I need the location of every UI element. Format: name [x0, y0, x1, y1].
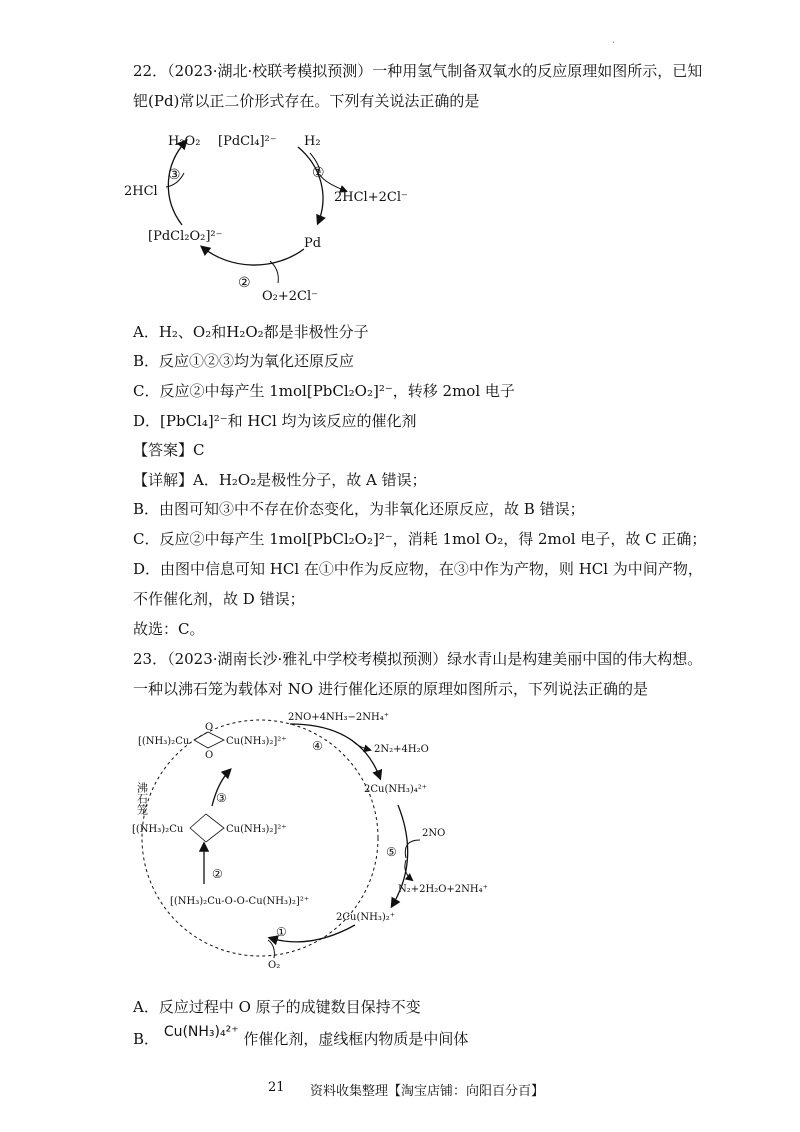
q23-cu-top: [(NH₃)₂Cu: [138, 736, 190, 747]
oxo-ring-mid: [190, 814, 224, 842]
q23-o-top: O: [205, 722, 214, 733]
q22-hcl-left: 2HCl: [124, 184, 158, 199]
q22-step1: ①: [312, 165, 325, 181]
q23-o-bottom: O: [205, 750, 214, 761]
q23-step5: ⑤: [386, 845, 397, 859]
q23-cu-tetra: 2Cu(NH₃)₄²⁺: [364, 784, 428, 795]
q22-h2o2: H₂O₂: [168, 134, 201, 149]
q22-stem-line1: 22．（2023·湖北·校联考模拟预测）一种用氢气制备双氧水的反应原理如图所示，已知: [133, 62, 703, 80]
q22-o2: O₂+2Cl⁻: [262, 289, 318, 304]
q22-explanation-1: 【详解】A．H₂O₂是极性分子，故 A 错误；: [133, 471, 427, 489]
q22-answer: 【答案】C: [133, 441, 205, 459]
q22-explanation-3: C．反应②中每产生 1mol[PbCl₂O₂]²⁻，消耗 1mol O₂，得 2mol 电子，故 C 正确；: [133, 530, 707, 548]
q22-h2: H₂: [304, 134, 321, 149]
q23-reaction-diagram: [130, 710, 530, 980]
q23-step4: ④: [312, 739, 323, 753]
q23-top-reactants: 2NO+4NH₃−2NH₄⁺: [288, 712, 390, 723]
q22-option-d: D．[PbCl₄]²⁻和 HCl 均为该反应的催化剂: [133, 412, 417, 430]
q23-option-b: [133, 1024, 469, 1051]
q22-stem-line2: 钯(Pd)常以正二价形式存在。下列有关说法正确的是: [133, 92, 480, 110]
q22-pdcl4: [PdCl₄]²⁻: [218, 134, 277, 149]
page-mark: ·: [612, 38, 616, 49]
oxo-ring-top: [194, 732, 224, 748]
q23-cu-mid-right: Cu(NH₃)₂]²⁺: [226, 824, 287, 835]
q22-pd: Pd: [304, 236, 322, 251]
q23-top-products: 2N₂+4H₂O: [374, 744, 429, 755]
q23-cu-mid-left: [(NH₃)₂Cu: [132, 824, 184, 835]
cycle-arc-top: [290, 724, 380, 778]
q22-explanation-4: D．由图中信息可知 HCl 在①中作为反应物，在③中作为产物，则 HCl 为中间产物，: [133, 560, 703, 578]
q22-hcl-right: 2HCl+2Cl⁻: [334, 190, 408, 205]
q23-o2: O₂: [268, 960, 281, 971]
q22-option-b: B．反应①②③均为氧化还原反应: [133, 352, 355, 370]
q23-stem-line1: 23．（2023·湖南长沙·雅礼中学校考模拟预测）绿水青山是构建美丽中国的伟大构想。: [133, 650, 703, 668]
q23-peroxo: [(NH₃)₂Cu-O-O-Cu(NH₃)₂]²⁺: [170, 896, 310, 907]
q22-option-a: A．H₂、O₂和H₂O₂都是非极性分子: [133, 323, 369, 341]
q23-no: 2NO: [422, 828, 446, 839]
q23-option-b-suffix: 作催化剂，虚线框内物质是中间体: [243, 1030, 469, 1048]
q22-reaction-diagram: [120, 125, 420, 310]
q22-explanation-5: 不作催化剂，故 D 错误；: [133, 590, 305, 608]
q23-step3: ③: [216, 791, 227, 805]
q23-option-b-prefix: B．: [133, 1030, 160, 1048]
cycle-arc-left: [168, 141, 186, 225]
cycle-arc-right: [298, 147, 323, 223]
q23-option-a: A．反应过程中 O 原子的成键数目保持不变: [133, 998, 421, 1016]
q22-explanation-2: B．由图可知③中不存在价态变化，为非氧化还原反应，故 B 错误；: [133, 500, 585, 518]
q23-cu-top-right: Cu(NH₃)₂]²⁺: [226, 736, 287, 747]
q22-step3: ③: [168, 167, 181, 183]
q23-n2-products: N₂+2H₂O+2NH₄⁺: [398, 884, 488, 895]
q23-stem-line2: 一种以沸石笼为载体对 NO 进行催化还原的原理如图所示，下列说法正确的是: [133, 680, 648, 698]
q22-explanation-6: 故选：C。: [133, 620, 205, 638]
q23-step2: ②: [212, 867, 223, 881]
footer-text: 资料收集整理【淘宝店铺：向阳百分百】: [310, 1084, 545, 1099]
q23-zeolite-label: 沸石笼: [135, 782, 149, 815]
q22-pdcl2o2: [PdCl₂O₂]²⁻: [148, 229, 223, 244]
branch-o2-in: [270, 261, 278, 283]
q23-step1: ①: [276, 925, 287, 939]
q22-option-c: C．反应②中每产生 1mol[PbCl₂O₂]²⁻，转移 2mol 电子: [133, 382, 515, 400]
cycle-arc-bottom: [202, 247, 304, 265]
q23-cu-di: 2Cu(NH₃)₂⁺: [336, 912, 396, 923]
page-number: 21: [268, 1080, 285, 1095]
q23-option-b-formula: Cu(NH₃)₄²⁺: [163, 1024, 239, 1040]
q22-step2: ②: [238, 275, 251, 291]
